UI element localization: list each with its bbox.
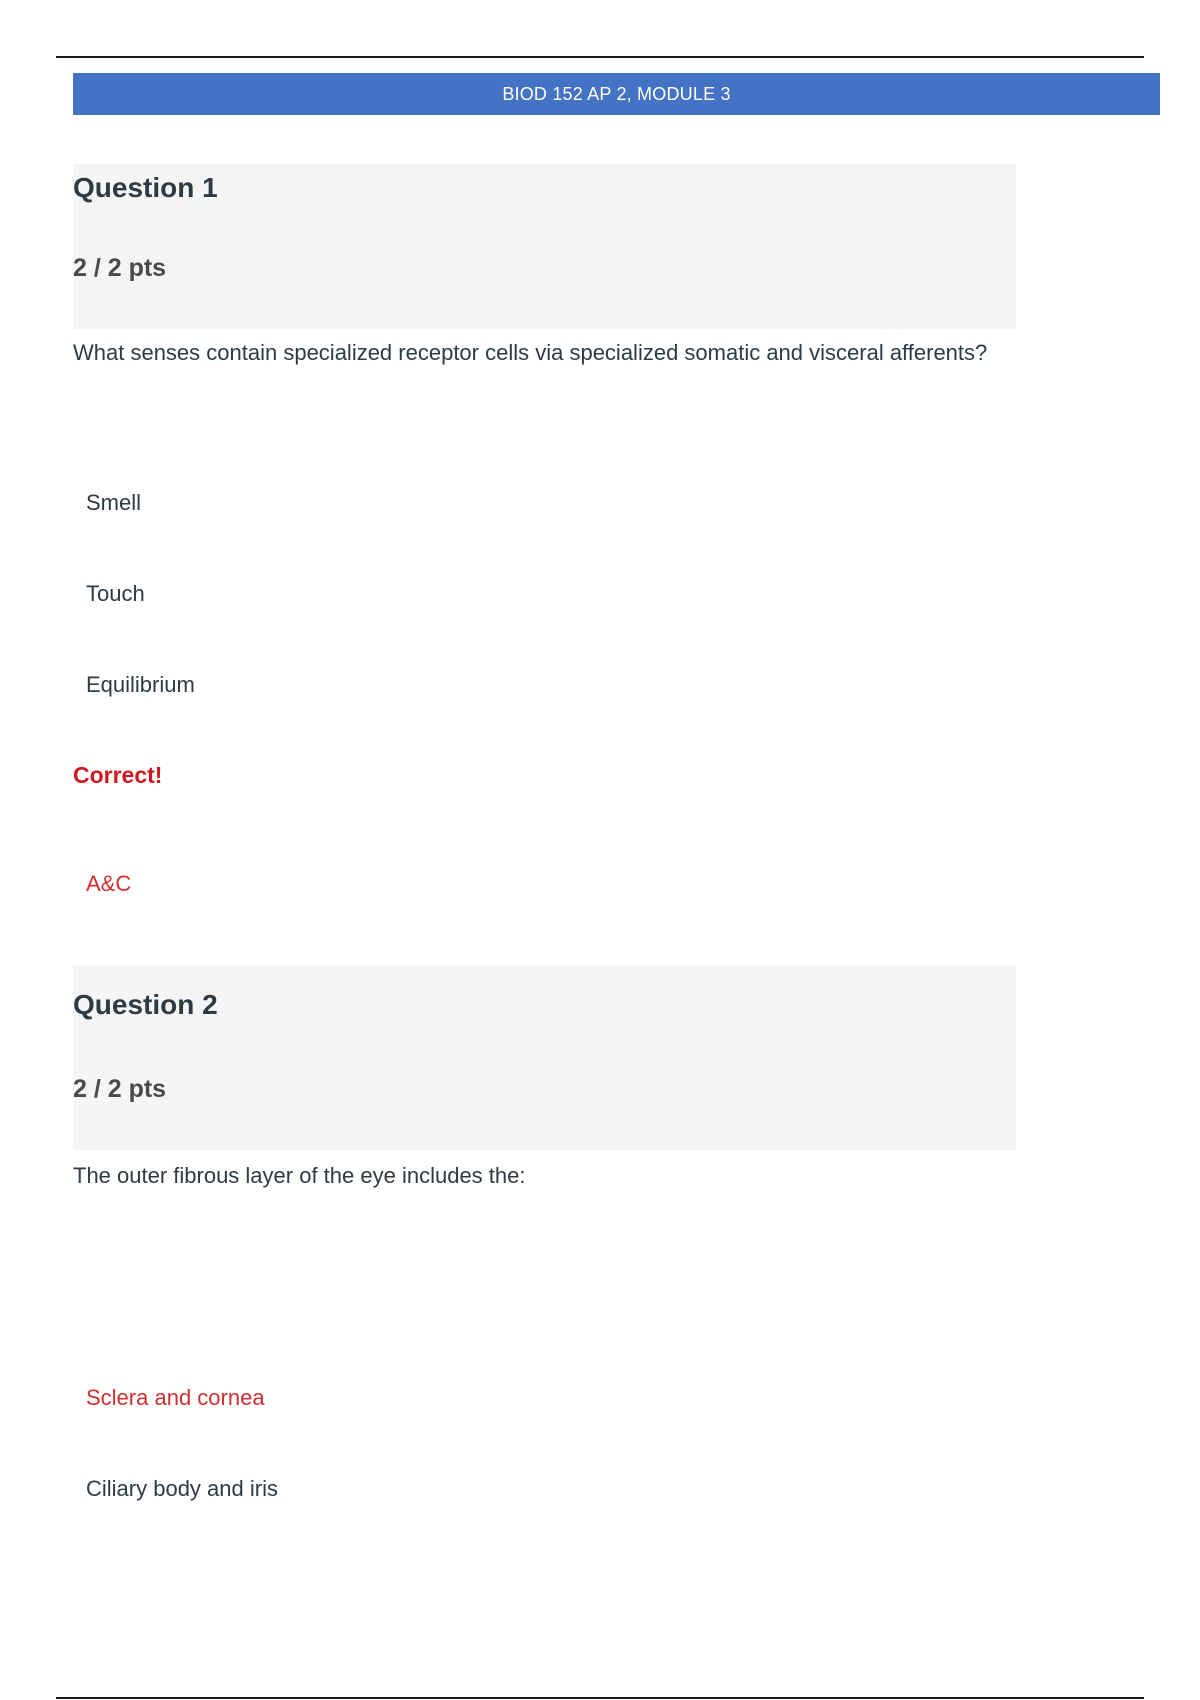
question-1-selected-answer[interactable]: A&C <box>86 871 132 896</box>
document-header-banner <box>73 73 1160 115</box>
question-1-answer-touch[interactable]: Touch <box>86 581 145 606</box>
bottom-rule <box>56 1697 1144 1699</box>
question-2-points: 2 / 2 pts <box>73 1075 167 1103</box>
question-1-answer-smell[interactable]: Smell <box>86 490 142 515</box>
question-1-text: What senses contain specialized receptor cells via specialized somatic and visceral afferents? <box>73 340 988 365</box>
question-1-answer-equilibrium[interactable]: Equilibrium <box>86 672 195 697</box>
question-2-text: The outer fibrous layer of the eye includes the: <box>73 1163 526 1188</box>
question-1-points: 2 / 2 pts <box>73 254 167 282</box>
question-2-answer-sclera-cornea[interactable]: Sclera and cornea <box>86 1385 265 1410</box>
question-1-header <box>73 164 1016 329</box>
question-1-title: Question 1 <box>73 172 218 203</box>
question-2-title: Question 2 <box>73 989 218 1020</box>
top-rule <box>56 56 1144 58</box>
document-header-title: BIOD 152 AP 2, MODULE 3 <box>502 83 731 104</box>
question-1-correct-label: Correct! <box>73 762 163 788</box>
question-2-header <box>73 965 1016 1150</box>
question-2-answer-ciliary-body-iris[interactable]: Ciliary body and iris <box>86 1476 278 1501</box>
